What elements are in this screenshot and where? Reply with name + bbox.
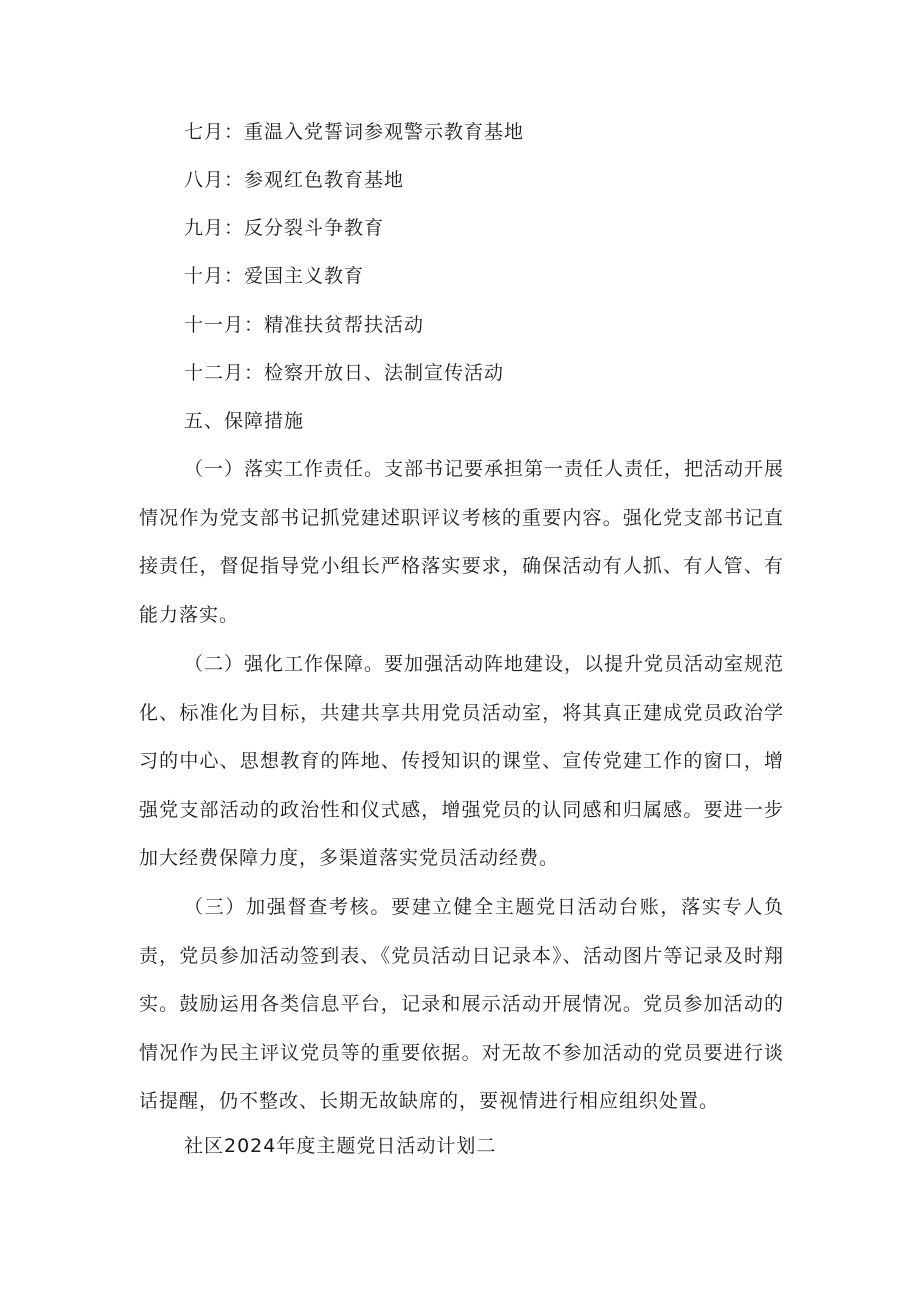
month-item-november: 十一月：精准扶贫帮扶活动 xyxy=(184,314,425,336)
month-item-august: 八月：参观红色教育基地 xyxy=(184,169,405,191)
closing-title: 社区2024年度主题党日活动计划二 xyxy=(184,1135,497,1157)
section-heading: 五、保障措施 xyxy=(184,410,305,432)
paragraph-guarantee: （二）强化工作保障。要加强活动阵地建设，以提升党员活动室规范化、标准化为目标，共建共享共用党员活动室，将其真正建成党员政治学习的中心、思想教育的阵地、传授知识的课堂、宣传党建工作的窗口，增强党支部活动的政治性和仪式感，增强党员的认同感和归属感。要进一步加大经费保障力度，多渠道落实党员活动经费。 xyxy=(139,653,785,870)
paragraph-supervision: （三）加强督查考核。要建立健全主题党日活动台账，落实专人负责，党员参加活动签到表、《党员活动日记录本》、活动图片等记录及时翔实。鼓励运用各类信息平台，记录和展示活动开展情况。党员参加活动的情况作为民主评议党员等的重要依据。对无故不参加活动的党员要进行谈话提醒，仍不整改、长期无故缺席的，要视情进行相应组织处置。 xyxy=(139,896,784,1113)
month-item-october: 十月：爱国主义教育 xyxy=(184,265,365,287)
month-item-september: 九月：反分裂斗争教育 xyxy=(184,217,385,239)
month-item-december: 十二月：检察开放日、法制宣传活动 xyxy=(184,362,505,384)
month-item-july: 七月：重温入党誓词参观警示教育基地 xyxy=(184,121,525,143)
paragraph-responsibility: （一）落实工作责任。支部书记要承担第一责任人责任，把活动开展情况作为党支部书记抓党建述职评议考核的重要内容。强化党支部书记直接责任，督促指导党小组长严格落实要求，确保活动有人抓、有人管、有能力落实。 xyxy=(139,458,785,626)
